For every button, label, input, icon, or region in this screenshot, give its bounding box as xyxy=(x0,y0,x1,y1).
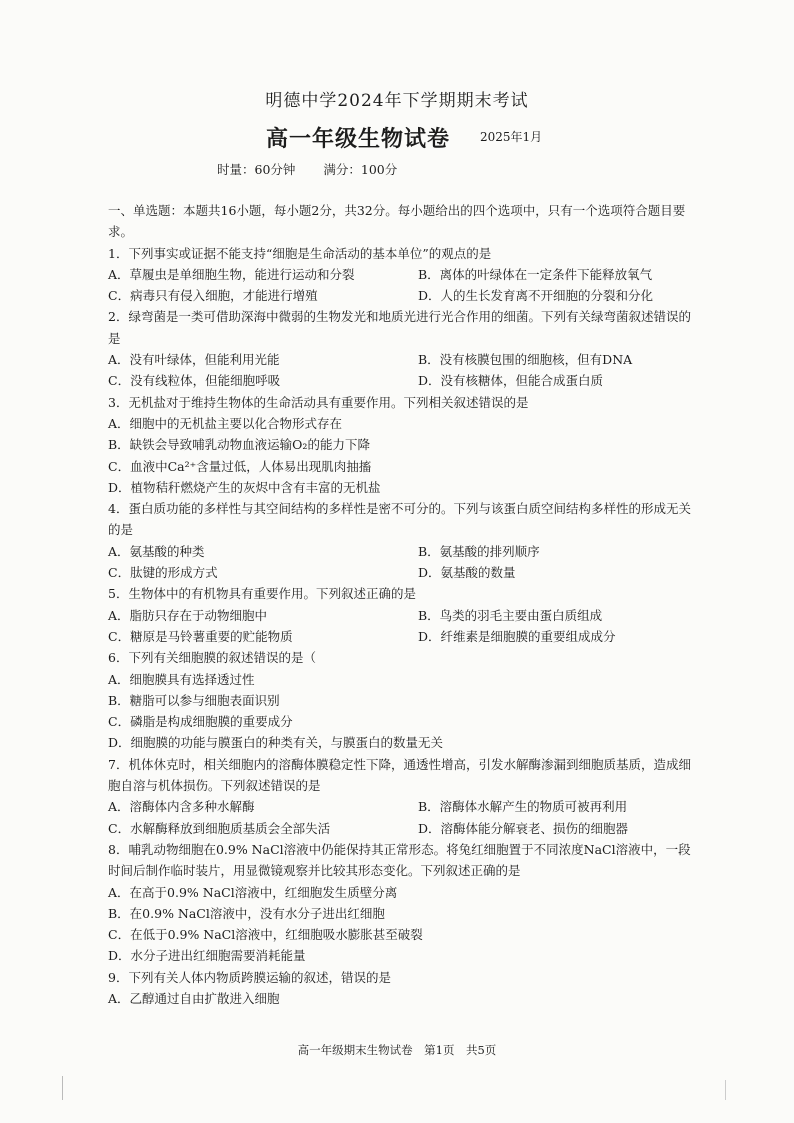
option-d: D．氨基酸的数量 xyxy=(418,565,516,581)
option-a: A．溶酶体内含多种水解酶 xyxy=(108,799,255,815)
option-b: B．氨基酸的排列顺序 xyxy=(418,543,540,559)
question-stem: 7．机体休克时，相关细胞内的溶酶体膜稳定性下降，通透性增高，引发水解酶渗漏到细胞质基质，造成细胞自溶与机体损伤。下列叙述错误的是 xyxy=(108,756,691,794)
question-8 xyxy=(108,839,698,967)
question-9 xyxy=(108,967,698,1010)
question-stem: 3．无机盐对于维持生物体的生命活动具有重要作用。下列相关叙述错误的是 xyxy=(108,394,529,410)
option-b: B．溶酶体水解产生的物质可被再利用 xyxy=(418,799,628,815)
question-3 xyxy=(108,392,698,498)
section-instructions: 一、单选题：本题共16小题，每小题2分，共32分。每小题给出的四个选项中，只有一个选项符合题目要求。 xyxy=(108,203,686,240)
option-row xyxy=(108,796,698,817)
option-b: B．缺铁会导致哺乳动物血液运输O₂的能力下降 xyxy=(108,437,370,453)
exam-content xyxy=(108,200,698,1009)
option-a: A．细胞膜具有选择透过性 xyxy=(108,671,255,687)
option-a: A．草履虫是单细胞生物，能进行运动和分裂 xyxy=(108,266,355,282)
option-d: D．溶酶体能分解衰老、损伤的细胞器 xyxy=(418,820,629,836)
option-c: C．水解酶释放到细胞质基质会全部失活 xyxy=(108,820,331,836)
question-4 xyxy=(108,498,698,583)
question-7 xyxy=(108,754,698,839)
exam-meta xyxy=(217,160,421,178)
option-b: B．在0.9% NaCl溶液中，没有水分子进出红细胞 xyxy=(108,905,385,921)
school-exam-heading: 明德中学2024年下学期期末考试 xyxy=(265,91,529,111)
option-c: C．病毒只有侵入细胞，才能进行增殖 xyxy=(108,288,318,304)
option-d: D．植物秸秆燃烧产生的灰烬中含有丰富的无机盐 xyxy=(108,479,381,495)
option-c: C．肽键的形成方式 xyxy=(108,565,218,581)
exam-date: 2025年1月 xyxy=(480,130,543,144)
option-d: D．人的生长发育离不开细胞的分裂和分化 xyxy=(418,288,654,304)
option-a: A．氨基酸的种类 xyxy=(108,543,205,559)
option-a: A．在高于0.9% NaCl溶液中，红细胞发生质壁分离 xyxy=(108,884,398,900)
question-1 xyxy=(108,243,698,307)
question-stem: 2．绿弯菌是一类可借助深海中微弱的生物发光和地质光进行光合作用的细菌。下列有关绿弯菌叙述错误的是 xyxy=(108,309,691,346)
option-row xyxy=(108,349,698,370)
option-row xyxy=(108,285,698,306)
option-d: D．水分子进出红细胞需要消耗能量 xyxy=(108,948,306,964)
page-footer: 高一年级期末生物试卷 第1页 共5页 xyxy=(297,1043,497,1057)
option-d: D．纤维素是细胞膜的重要组成成分 xyxy=(418,628,616,644)
margin-mark xyxy=(62,1076,63,1100)
question-stem: 6．下列有关细胞膜的叙述错误的是（ xyxy=(108,650,316,666)
option-row xyxy=(108,818,698,839)
margin-mark xyxy=(725,1080,726,1100)
question-2 xyxy=(108,306,698,391)
option-c: C．糖原是马铃薯重要的贮能物质 xyxy=(108,628,293,644)
option-c: C．血液中Ca²⁺含量过低，人体易出现肌肉抽搐 xyxy=(108,458,372,474)
option-b: B．糖脂可以参与细胞表面识别 xyxy=(108,692,280,708)
option-b: B．离体的叶绿体在一定条件下能释放氧气 xyxy=(418,266,653,282)
question-stem: 8．哺乳动物细胞在0.9% NaCl溶液中仍能保持其正常形态。将兔红细胞置于不同浓度NaCl溶液中，一段时间后制作临时装片，用显微镜观察并比较其形态变化。下列叙述正确的是 xyxy=(108,841,691,879)
option-a: A．没有叶绿体，但能利用光能 xyxy=(108,352,280,368)
exam-time: 时量：60分钟 xyxy=(217,162,296,177)
option-d: D．细胞膜的功能与膜蛋白的种类有关，与膜蛋白的数量无关 xyxy=(108,735,444,751)
exam-score: 满分：100分 xyxy=(323,162,398,177)
question-stem: 9．下列有关人体内物质跨膜运输的叙述，错误的是 xyxy=(108,969,391,985)
page-title: 高一年级生物试卷 xyxy=(266,126,451,152)
option-c: C．没有线粒体，但能细胞呼吸 xyxy=(108,373,281,389)
question-stem: 1．下列事实或证据不能支持“细胞是生命活动的基本单位”的观点的是 xyxy=(108,245,492,261)
option-a: A．细胞中的无机盐主要以化合物形式存在 xyxy=(108,415,343,431)
option-c: C．在低于0.9% NaCl溶液中，红细胞吸水膨胀甚至破裂 xyxy=(108,927,423,943)
option-a: A．脂肪只存在于动物细胞中 xyxy=(108,607,268,623)
question-stem: 4．蛋白质功能的多样性与其空间结构的多样性是密不可分的。下列与该蛋白质空间结构多样性的形成无关的是 xyxy=(108,501,691,538)
option-row xyxy=(108,541,698,562)
question-6 xyxy=(108,647,698,753)
question-stem: 5．生物体中的有机物具有重要作用。下列叙述正确的是 xyxy=(108,586,416,602)
option-row xyxy=(108,562,698,583)
option-row xyxy=(108,370,698,391)
option-c: C．磷脂是构成细胞膜的重要成分 xyxy=(108,714,293,730)
option-row xyxy=(108,264,698,285)
question-5 xyxy=(108,583,698,647)
option-row xyxy=(108,605,698,626)
option-b: B．鸟类的羽毛主要由蛋白质组成 xyxy=(418,607,603,623)
option-a: A．乙醇通过自由扩散进入细胞 xyxy=(108,990,280,1006)
option-b: B．没有核膜包围的细胞核，但有DNA xyxy=(418,352,633,368)
option-d: D．没有核糖体，但能合成蛋白质 xyxy=(418,373,604,389)
option-row xyxy=(108,626,698,647)
